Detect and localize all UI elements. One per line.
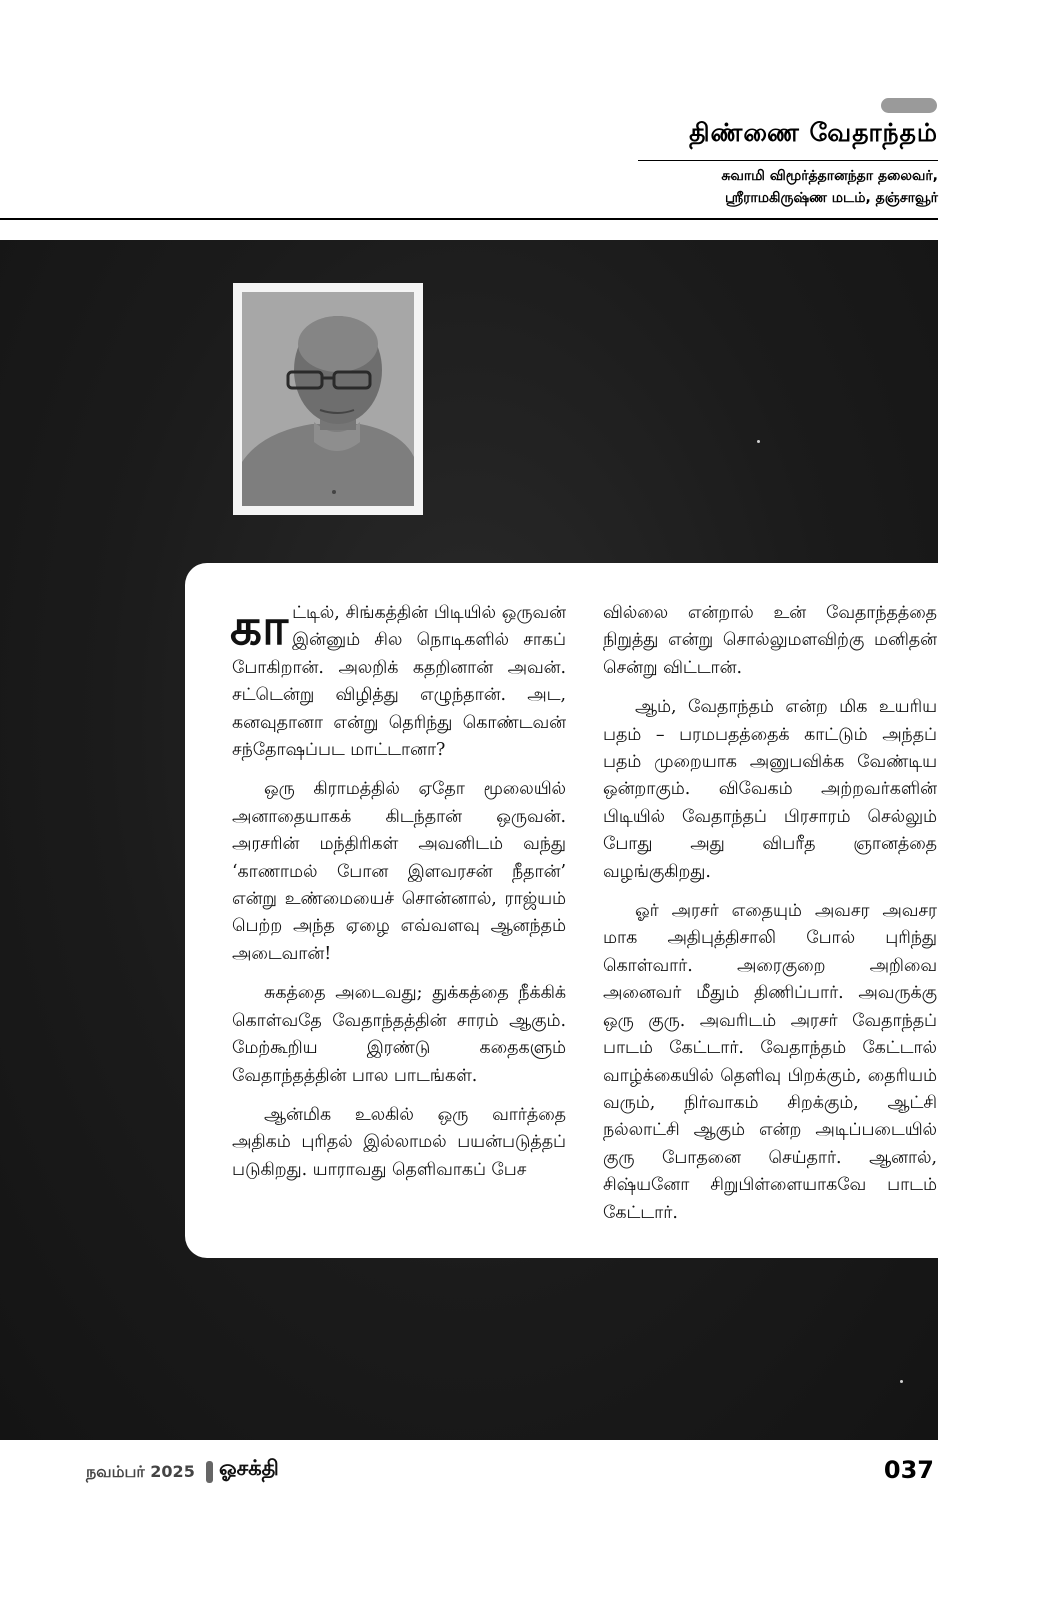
article-paragraph: ஆன்மிக உலகில் ஒரு வார்த்தை அதிகம் புரிதல் இல்லாமல் பயன்படுத்தப் படுகிறது. யாராவது தெளிவாகப் பேச bbox=[232, 1104, 566, 1180]
author-name-line: சுவாமி விமூர்த்தானந்தா தலைவர், bbox=[721, 168, 938, 184]
footer-separator bbox=[206, 1461, 213, 1483]
article-text-card bbox=[185, 563, 1056, 1258]
section-tab-marker bbox=[881, 98, 937, 113]
article-paragraph bbox=[232, 600, 566, 764]
column-title: திண்ணை வேதாந்தம் bbox=[689, 118, 938, 147]
dust-speck bbox=[900, 1380, 903, 1383]
paragraph-text: ட்டில், சிங்கத்தின் பிடியில் ஒருவன் இன்னும் சில நொடிகளில் சாகப் போகிறான். அலறிக் கதறினான் அவன். சட்டென்று விழித்து எழுந்தான். அட, கனவுதானா என்று தெரிந்து கொண்டவன் சந்தோஷப்பட மாட்டானா? bbox=[232, 603, 566, 761]
article-column-left bbox=[232, 600, 566, 1196]
page-number: 037 bbox=[883, 1456, 934, 1484]
author-photo-frame bbox=[233, 283, 423, 515]
article-paragraph: சுகத்தை அடைவது; துக்கத்தை நீக்கிக் கொள்வதே வேதாந்தத்தின் சாரம் ஆகும். மேற்கூறிய இரண்டு கதைகளும் வேதாந்தத்தின் பால பாடங்கள். bbox=[232, 983, 566, 1086]
portrait-illustration bbox=[242, 292, 414, 506]
article-paragraph: ஓர் அரசர் எதையும் அவசர அவசர மாக அதிபுத்திசாலி போல் புரிந்து கொள்வார். அரைகுறை அறிவை அனைவர் மீதும் திணிப்பார். அவருக்கு ஒரு குரு. அவரிடம் அரசர் வேதாந்தப் பாடம் கேட்டார். வேதாந்தம் கேட்டால் வாழ்க்கையில் தெளிவு பிறக்கும், தைரியம் வரும், நிர்வாகம் சிறக்கும், ஆட்சி நல்லாட்சி ஆகும் என்ற அடிப்படையில் குரு போதனை செய்தார். ஆனால், சிஷ்யனோ சிறுபிள்ளையாகவே பாடம் கேட்டார். bbox=[603, 901, 937, 1223]
article-column-right bbox=[603, 600, 937, 1239]
magazine-name: ஓசக்தி bbox=[219, 1456, 279, 1480]
author-affiliation-line: ஸ்ரீராமகிருஷ்ண மடம், தஞ்சாவூர் bbox=[724, 190, 938, 206]
drop-cap: கா bbox=[230, 598, 289, 656]
footer-date: நவம்பர் 2025 bbox=[86, 1462, 195, 1481]
article-paragraph: ஒரு கிராமத்தில் ஏதோ மூலையில் அனாதையாகக் கிடந்தான் ஒருவன். அரசரின் மந்திரிகள் அவனிடம் வந்து ‘காணாமல் போன இளவரசன் நீதான்’ என்று உண்மையைச் சொன்னால், ராஜ்யம் பெற்ற அந்த ஏழை எவ்வளவு ஆனந்தம் அடைவான்! bbox=[232, 779, 566, 964]
dust-speck bbox=[757, 440, 760, 443]
header-rule bbox=[0, 218, 938, 220]
title-rule bbox=[638, 160, 938, 161]
author-photo bbox=[242, 292, 414, 506]
article-paragraph: ஆம், வேதாந்தம் என்ற மிக உயரிய பதம் – பரமபதத்தைக் காட்டும் அந்தப் பதம் முறையாக அனுபவிக்க வேண்டிய ஒன்றாகும். விவேகம் அற்றவர்களின் பிடியில் வேதாந்தப் பிரசாரம் செல்லும் போது அது விபரீத ஞானத்தை வழங்குகிறது. bbox=[603, 697, 937, 882]
article-paragraph: வில்லை என்றால் உன் வேதாந்தத்தை நிறுத்து என்று சொல்லுமளவிற்கு மனிதன் சென்று விட்டான். bbox=[603, 603, 937, 678]
